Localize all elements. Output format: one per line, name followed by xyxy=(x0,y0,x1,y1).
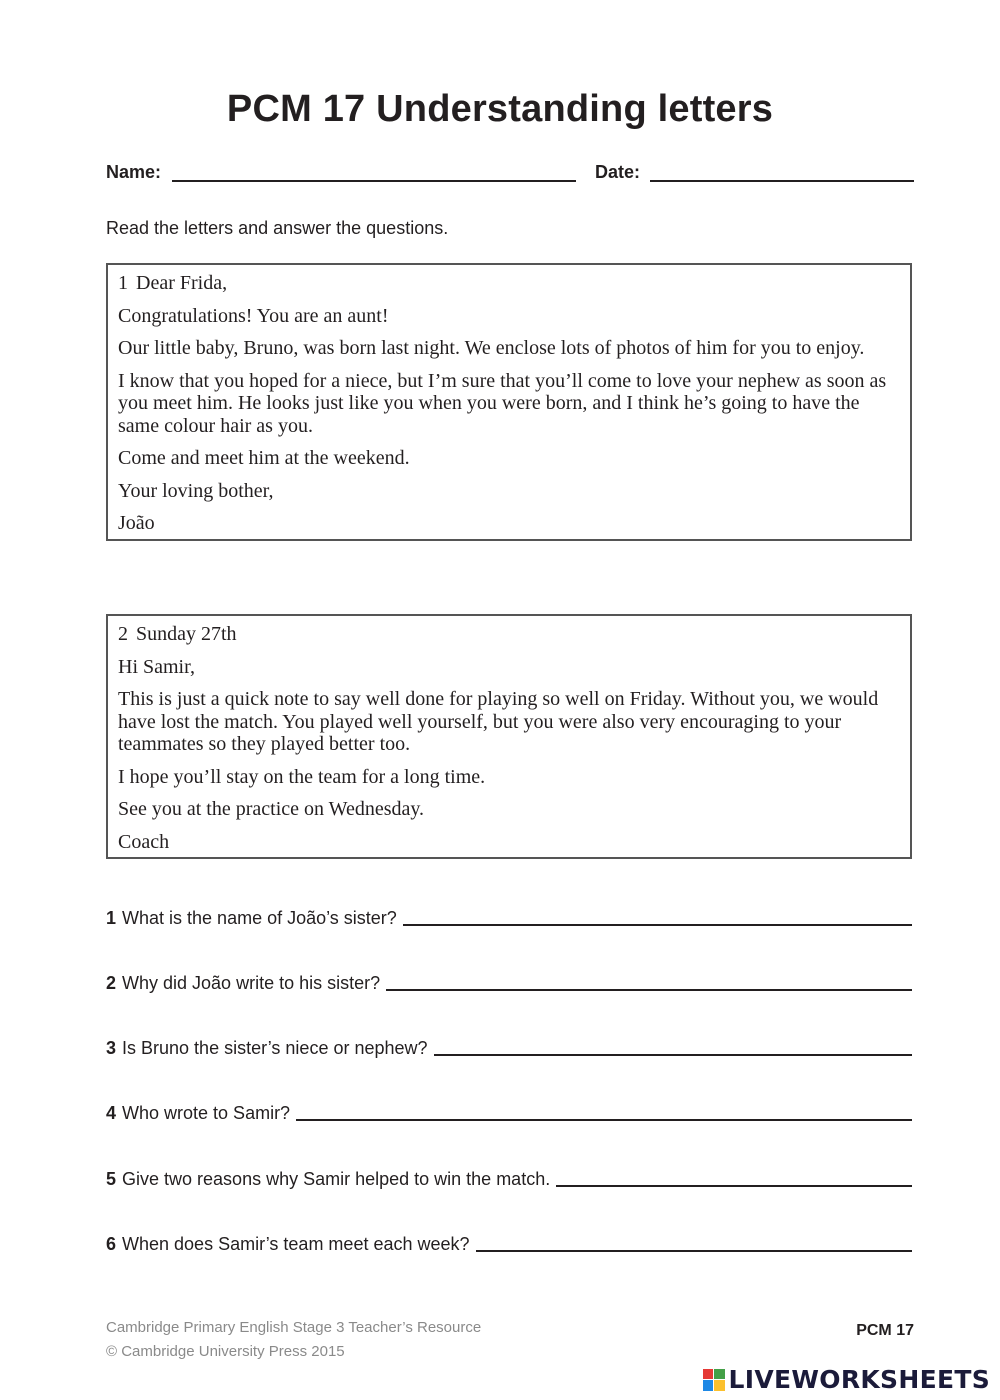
footer-copyright: © Cambridge University Press 2015 xyxy=(106,1343,345,1360)
letter-1-greeting: 1 Dear Frida, xyxy=(118,272,228,294)
letter-1-paragraph: Come and meet him at the weekend. xyxy=(118,447,410,469)
liveworksheets-logo-icon xyxy=(703,1369,725,1391)
question-text: Is Bruno the sister’s niece or nephew? xyxy=(122,1038,428,1058)
liveworksheets-logo-text: LIVEWORKSHEETS xyxy=(728,1365,990,1394)
instructions: Read the letters and answer the questions. xyxy=(106,218,449,238)
answer-field-1[interactable] xyxy=(403,924,912,926)
letter-2-greeting: Hi Samir, xyxy=(118,655,195,678)
question-text: Give two reasons why Samir helped to win the match. xyxy=(122,1169,551,1189)
question-number: 1 xyxy=(106,908,117,928)
name-label: Name: xyxy=(106,162,162,182)
footer-resource: Cambridge Primary English Stage 3 Teacher’s Resource xyxy=(106,1319,482,1336)
question-text: Who wrote to Samir? xyxy=(122,1103,291,1123)
question-number: 2 xyxy=(106,973,117,993)
date-field[interactable] xyxy=(650,180,914,182)
letter-1-paragraph: I know that you hoped for a niece, but I’m sure that you’ll come to love your nephew as soon as you meet him. He looks just like you when you were born, and I think he’s going to have the same colour hair as you. xyxy=(118,369,887,437)
letter-1-signature: João xyxy=(118,512,155,534)
answer-field-5[interactable] xyxy=(556,1185,912,1187)
question-number: 3 xyxy=(106,1038,117,1058)
footer-code: PCM 17 xyxy=(856,1322,914,1339)
letter-2-paragraph: See you at the practice on Wednesday. xyxy=(118,798,425,820)
letter-2-signature: Coach xyxy=(118,830,170,853)
letter-number: 2 xyxy=(118,623,128,645)
letter-2-paragraph: I hope you’ll stay on the team for a long time. xyxy=(118,765,486,788)
question-number: 4 xyxy=(106,1103,117,1123)
answer-field-4[interactable] xyxy=(296,1119,912,1121)
date-label: Date: xyxy=(595,162,641,182)
letter-2-paragraph: This is just a quick note to say well done for playing so well on Friday. Without you, we would have lost the match. You played well yourself, but you were also very encouraging to your teammates so they played better too. xyxy=(118,688,879,755)
answer-field-6[interactable] xyxy=(476,1250,912,1252)
question-number: 5 xyxy=(106,1169,117,1189)
question-1 xyxy=(106,908,912,929)
letter-2-date: 2 Sunday 27th xyxy=(118,623,237,645)
question-6 xyxy=(106,1234,912,1255)
question-text: What is the name of João’s sister? xyxy=(122,908,397,928)
letter-1-closing: Your loving bother, xyxy=(118,479,274,502)
page-title: PCM 17 Understanding letters xyxy=(226,88,774,130)
question-3 xyxy=(106,1038,912,1059)
letter-2 xyxy=(106,614,912,859)
letter-1-paragraph: Our little baby, Bruno, was born last night. We enclose lots of photos of him for you to enjoy. xyxy=(118,337,865,359)
question-5 xyxy=(106,1169,912,1190)
letter-number: 1 xyxy=(118,272,128,294)
question-text: Why did João write to his sister? xyxy=(122,973,381,993)
answer-field-3[interactable] xyxy=(434,1054,912,1056)
name-field[interactable] xyxy=(172,180,576,182)
answer-field-2[interactable] xyxy=(386,989,912,991)
letter-1 xyxy=(106,263,912,541)
letter-1-paragraph: Congratulations! You are an aunt! xyxy=(118,304,389,327)
question-number: 6 xyxy=(106,1234,117,1254)
question-2 xyxy=(106,973,912,994)
liveworksheets-logo[interactable] xyxy=(703,1365,990,1394)
question-text: When does Samir’s team meet each week? xyxy=(122,1234,470,1254)
question-4 xyxy=(106,1103,912,1124)
